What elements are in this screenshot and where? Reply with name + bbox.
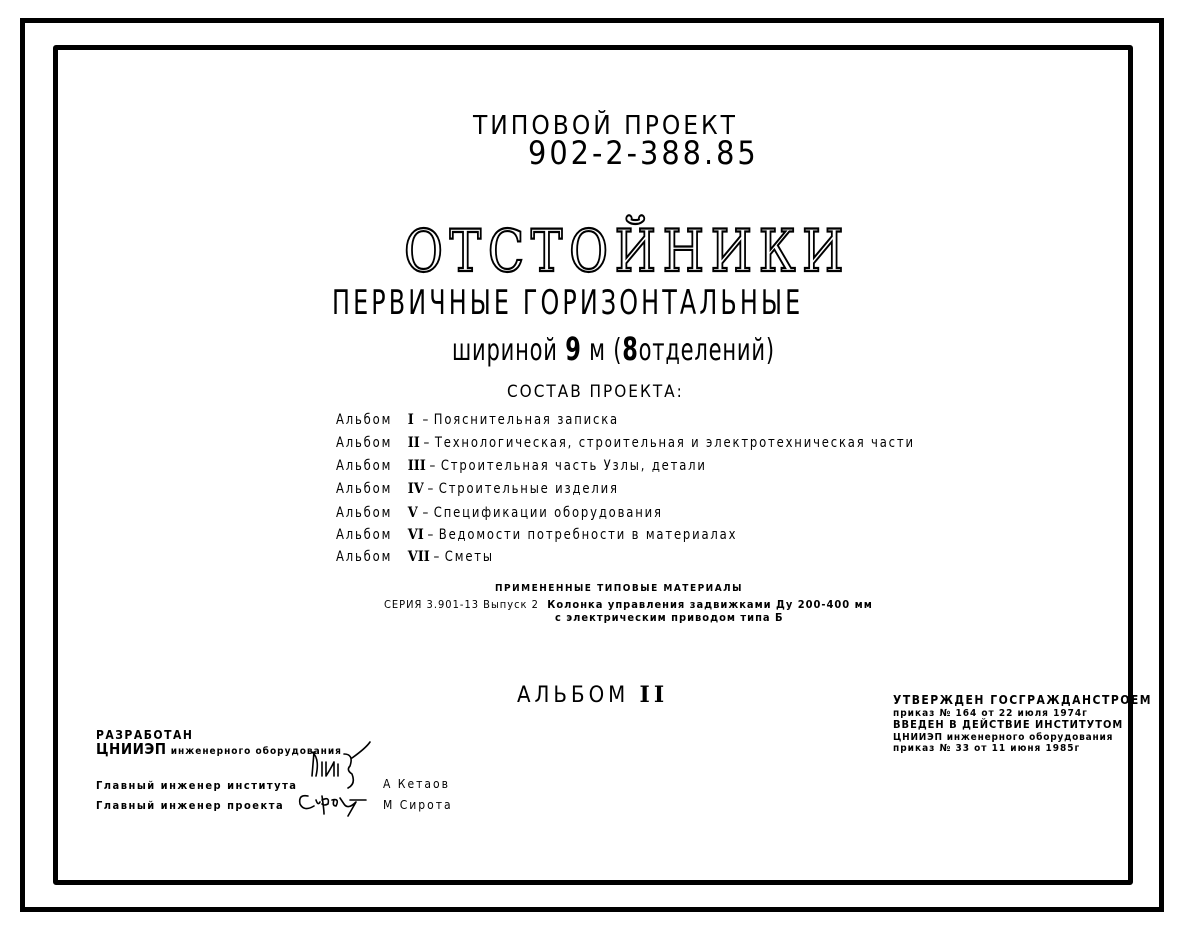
album-title: Пояснительная записка: [433, 412, 619, 428]
width-subtitle: [452, 330, 775, 368]
approval-order-2: приказ № 33 от 11 июня 1985г: [893, 743, 1081, 755]
applied-materials-heading: ПРИМЕНЕННЫЕ ТИПОВЫЕ МАТЕРИАЛЫ: [495, 583, 743, 594]
approval-order: приказ № 164 от 22 июля 1974г: [893, 707, 1088, 719]
album-title: Строительная часть Узлы, детали: [440, 458, 707, 474]
album-title: Ведомости потребности в материалах: [438, 527, 738, 543]
current-album-label: АЛЬБОМ: [517, 683, 640, 708]
album-row: Альбом II – Технологическая, строительная и электротехническая части: [336, 435, 915, 451]
current-album-number: II: [639, 682, 669, 708]
album-number: II: [407, 435, 420, 451]
album-row: Альбом IV – Строительные изделия: [336, 481, 619, 497]
album-number: V: [407, 505, 418, 521]
subtitle-line: ПЕРВИЧНЫЕ ГОРИЗОНТАЛЬНЫЕ: [332, 283, 804, 323]
approval-approved: УТВЕРЖДЕН ГОСГРАЖДАНСТРОЕМ: [893, 693, 1153, 707]
series-description: Колонка управления задвижками Ду 200-400 мм: [547, 598, 873, 611]
applied-series: [384, 599, 873, 610]
applied-drive: с электрическим приводом типа Б: [555, 611, 784, 624]
album-number: IV: [407, 481, 424, 497]
width-prefix: шириной: [452, 333, 566, 368]
series-number: СЕРИЯ 3.901-13 Выпуск 2: [384, 598, 539, 611]
staff-role-chief-institute: Главный инженер института: [96, 779, 298, 792]
approval-enacted: ВВЕДЕН В ДЕЙСТВИЕ ИНСТИТУТОМ: [893, 718, 1124, 732]
album-title: Сметы: [444, 549, 494, 565]
developer-org-name: ЦНИИЭП: [96, 740, 167, 758]
album-label: Альбом: [336, 435, 393, 451]
album-row: Альбом III – Строительная часть Узлы, детали: [336, 458, 707, 474]
width-unit: м (: [581, 333, 623, 368]
album-number: III: [407, 458, 426, 474]
album-title: Спецификации оборудования: [433, 505, 663, 521]
album-label: Альбом: [336, 412, 393, 428]
album-title: Строительные изделия: [438, 481, 619, 497]
project-number: 902-2-388.85: [528, 134, 759, 172]
album-number: I: [407, 412, 414, 428]
album-row: Альбом V – Спецификации оборудования: [336, 505, 663, 521]
album-title: Технологическая, строительная и электротехническая части: [434, 435, 915, 451]
project-label: ТИПОВОЙ ПРОЕКТ: [473, 111, 738, 141]
album-row: Альбом VI – Ведомости потребности в материалах: [336, 527, 738, 543]
album-number: VII: [407, 549, 430, 565]
album-label: Альбом: [336, 481, 393, 497]
staff-name-chief-project: М Сирота: [383, 798, 453, 812]
staff-role-chief-project: Главный инженер проекта: [96, 799, 285, 812]
width-value: 9: [565, 330, 582, 368]
section-count: 8: [622, 330, 639, 368]
album-label: Альбом: [336, 458, 393, 474]
album-row: Альбом I – Пояснительная записка: [336, 412, 619, 428]
approval-block: [893, 694, 1152, 755]
main-title: ОТСТОЙНИКИ: [404, 217, 851, 285]
album-label: Альбом: [336, 549, 393, 565]
album-label: Альбом: [336, 527, 393, 543]
signature-image: [290, 740, 380, 820]
composition-heading: СОСТАВ ПРОЕКТА:: [507, 382, 684, 402]
staff-name-chief-institute: А Кетаов: [383, 777, 450, 791]
album-label: Альбом: [336, 505, 393, 521]
approval-institute: ЦНИИЭП инженерного оборудования: [893, 731, 1114, 743]
current-album: [517, 684, 668, 707]
developer-label: РАЗРАБОТАН: [96, 728, 194, 742]
album-number: VI: [407, 527, 424, 543]
album-row: Альбом VII – Сметы: [336, 549, 494, 565]
sections-suffix: отделений): [638, 333, 775, 368]
developer-org-desc: инженерного оборудования: [166, 746, 342, 757]
